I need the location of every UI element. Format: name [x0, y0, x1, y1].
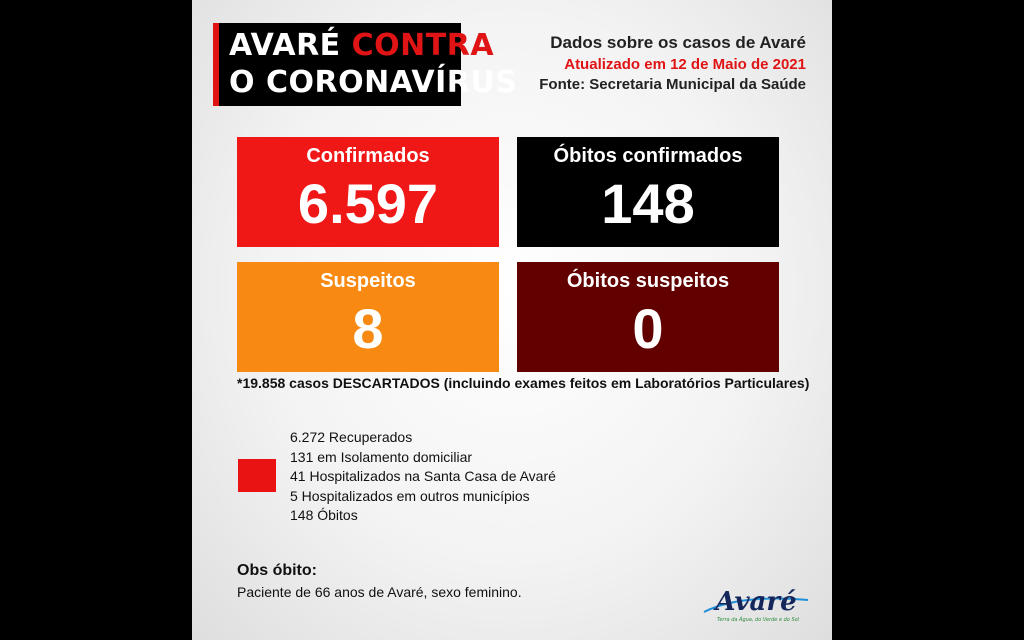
title-line-1: [229, 29, 494, 63]
confirmed-value: 6.597: [297, 172, 439, 235]
campaign-title-block: [213, 23, 518, 106]
obs-text: Paciente de 66 anos de Avaré, sexo feminino.: [237, 584, 522, 600]
details-hospitalized-santa-casa: 41 Hospitalizados na Santa Casa de Avaré: [290, 468, 556, 484]
report-updated-date: Atualizado em 12 de Maio de 2021: [564, 56, 806, 73]
details-recovered: 6.272 Recuperados: [290, 429, 413, 445]
discarded-cases-note: *19.858 casos DESCARTADOS (incluindo exames feitos em Laboratórios Particulares): [237, 375, 810, 391]
report-info: [539, 32, 806, 95]
title-line-2: O CORONAVÍRUS: [229, 65, 518, 100]
details-hospitalized-other: 5 Hospitalizados em outros municípios: [290, 487, 530, 504]
confirmed-deaths-card: [517, 137, 779, 247]
obs-title: Obs óbito:: [237, 562, 317, 579]
suspected-deaths-card: [517, 262, 779, 372]
report-source: Fonte: Secretaria Municipal da Saúde: [539, 76, 806, 93]
confirmed-label: Confirmados: [306, 145, 430, 167]
title-city: AVARÉ: [229, 28, 341, 63]
details-home-isolation: 131 em Isolamento domiciliar: [290, 448, 473, 465]
suspected-label: Suspeitos: [320, 270, 416, 292]
suspected-value: 8: [352, 297, 384, 360]
details-list: [290, 428, 556, 526]
confirmed-card: [237, 137, 499, 247]
details-deaths: 148 Óbitos: [290, 507, 358, 523]
details-color-swatch: [238, 459, 276, 492]
logo-tagline: Terra da Água, do Verde e do Sol: [716, 617, 800, 623]
suspected-card: [237, 262, 499, 372]
title-contra: CONTRA: [351, 28, 495, 63]
infographic-panel: [192, 0, 832, 640]
confirmed-deaths-label: Óbitos confirmados: [553, 145, 743, 167]
logo-wordmark: Avaré: [715, 587, 797, 617]
suspected-deaths-label: Óbitos suspeitos: [566, 270, 730, 292]
confirmed-deaths-value: 148: [601, 172, 695, 235]
report-heading: Dados sobre os casos de Avaré: [550, 33, 806, 52]
suspected-deaths-value: 0: [632, 297, 664, 360]
avare-logo: [700, 578, 812, 626]
